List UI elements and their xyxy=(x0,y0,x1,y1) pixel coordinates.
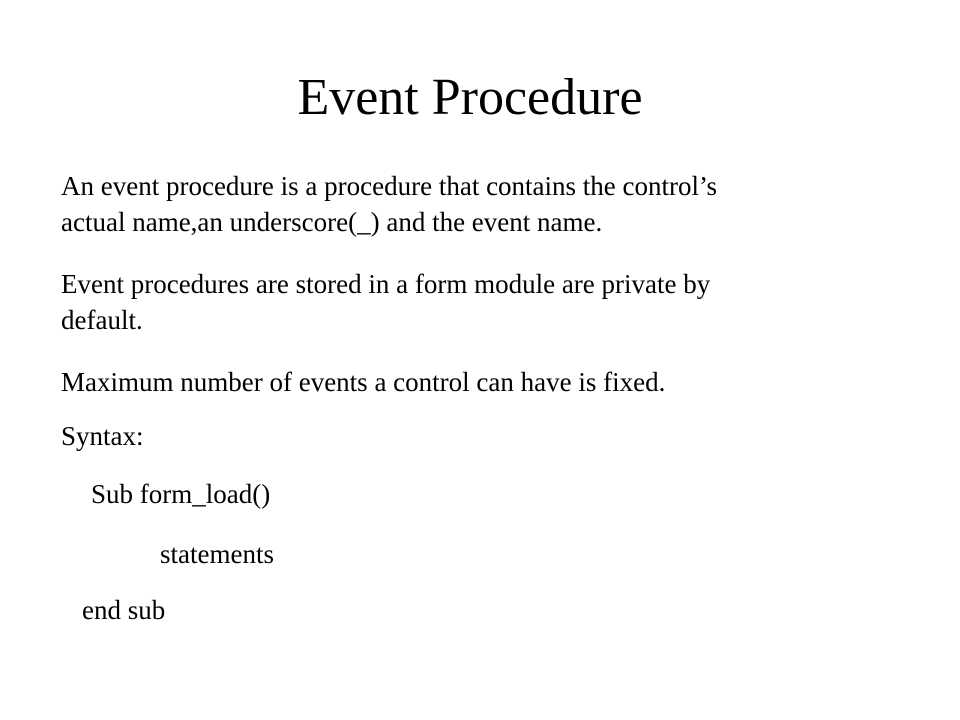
syntax-label: Syntax: xyxy=(61,421,144,451)
paragraph-line: An event procedure is a procedure that contains the control’s xyxy=(61,171,718,201)
code-line-statements: statements xyxy=(160,539,274,569)
slide-title: Event Procedure xyxy=(297,69,643,126)
paragraph-line: Event procedures are stored in a form module are private by xyxy=(61,269,711,299)
code-line-sub: Sub form_load() xyxy=(91,479,271,509)
paragraph-line: actual name,an underscore(_) and the event name. xyxy=(61,207,603,237)
paragraph-line: Maximum number of events a control can have is fixed. xyxy=(61,367,666,397)
paragraph-definition xyxy=(61,168,881,240)
paragraph-maximum-events xyxy=(61,364,881,400)
paragraph-line: default. xyxy=(61,305,143,335)
code-line-end-sub: end sub xyxy=(82,595,166,625)
paragraph-storage xyxy=(61,266,881,338)
